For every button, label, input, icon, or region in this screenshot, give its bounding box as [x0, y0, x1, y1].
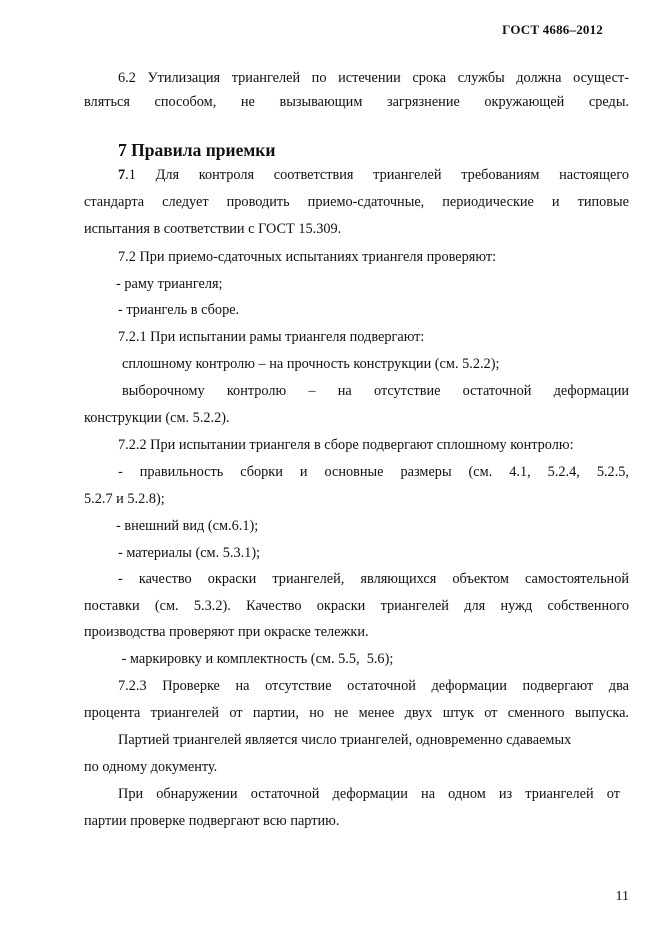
text-line: При обнаружении остаточной деформации на одном из триангелей от: [118, 786, 620, 802]
list-item: - правильность сборки и основные размеры (см. 4.1, 5.2.4, 5.2.5,: [118, 464, 629, 480]
text-line: [118, 166, 629, 184]
list-item: сплошному контролю – на прочность конструкции (см. 5.2.2);: [122, 356, 500, 372]
list-item: - маркировку и комплектность (см. 5.5, 5.6);: [118, 651, 394, 667]
text-line: 7.2.2 При испытании триангеля в сборе подвергают сплошному контролю:: [118, 437, 574, 453]
text-line: 6.2 Утилизация триангелей по истечении срока службы должна осущест-: [118, 70, 629, 86]
document-code: ГОСТ 4686–2012: [502, 22, 603, 37]
list-item: - раму триангеля;: [116, 276, 223, 292]
list-item: - триангель в сборе.: [118, 302, 240, 318]
section-heading: 7 Правила приемки: [118, 140, 276, 160]
text-line: конструкции (см. 5.2.2).: [84, 410, 230, 426]
text-line: процента триангелей от партии, но не менее двух штук от сменного выпуска.: [84, 705, 629, 721]
page-number: 11: [615, 889, 629, 904]
list-item: - материалы (см. 5.3.1);: [118, 545, 261, 561]
list-item: - внешний вид (см.6.1);: [116, 518, 259, 534]
text-line: по одному документу.: [84, 759, 218, 775]
list-item: - качество окраски триангелей, являющихся объектом самостоятельной: [118, 571, 629, 587]
text-line: поставки (см. 5.3.2). Качество окраски триангелей для нужд собственного: [84, 598, 629, 614]
text-line-rest: .1 Для контроля соответствия триангелей требованиям настоящего: [125, 167, 629, 183]
text-line: испытания в соответствии с ГОСТ 15.309.: [84, 221, 342, 237]
list-item: выборочному контролю – на отсутствие остаточной деформации: [122, 383, 629, 399]
text-line: вляться способом, не вызывающим загрязнение окружающей среды.: [84, 94, 629, 110]
text-line: 7.2.3 Проверке на отсутствие остаточной деформации подвергают два: [118, 678, 629, 694]
text-line: 7.2 При приемо-сдаточных испытаниях триангеля проверяют:: [118, 249, 497, 265]
text-line: 7.2.1 При испытании рамы триангеля подвергают:: [118, 329, 425, 345]
text-line: партии проверке подвергают всю партию.: [84, 813, 340, 829]
clause-number: 7: [118, 167, 126, 183]
text-line: производства проверяют при окраске тележки.: [84, 624, 369, 640]
text-line: 5.2.7 и 5.2.8);: [84, 491, 165, 507]
text-line: Партией триангелей является число триангелей, одновременно сдаваемых: [118, 732, 572, 748]
text-line: стандарта следует проводить приемо-сдаточные, периодические и типовые: [84, 194, 629, 210]
